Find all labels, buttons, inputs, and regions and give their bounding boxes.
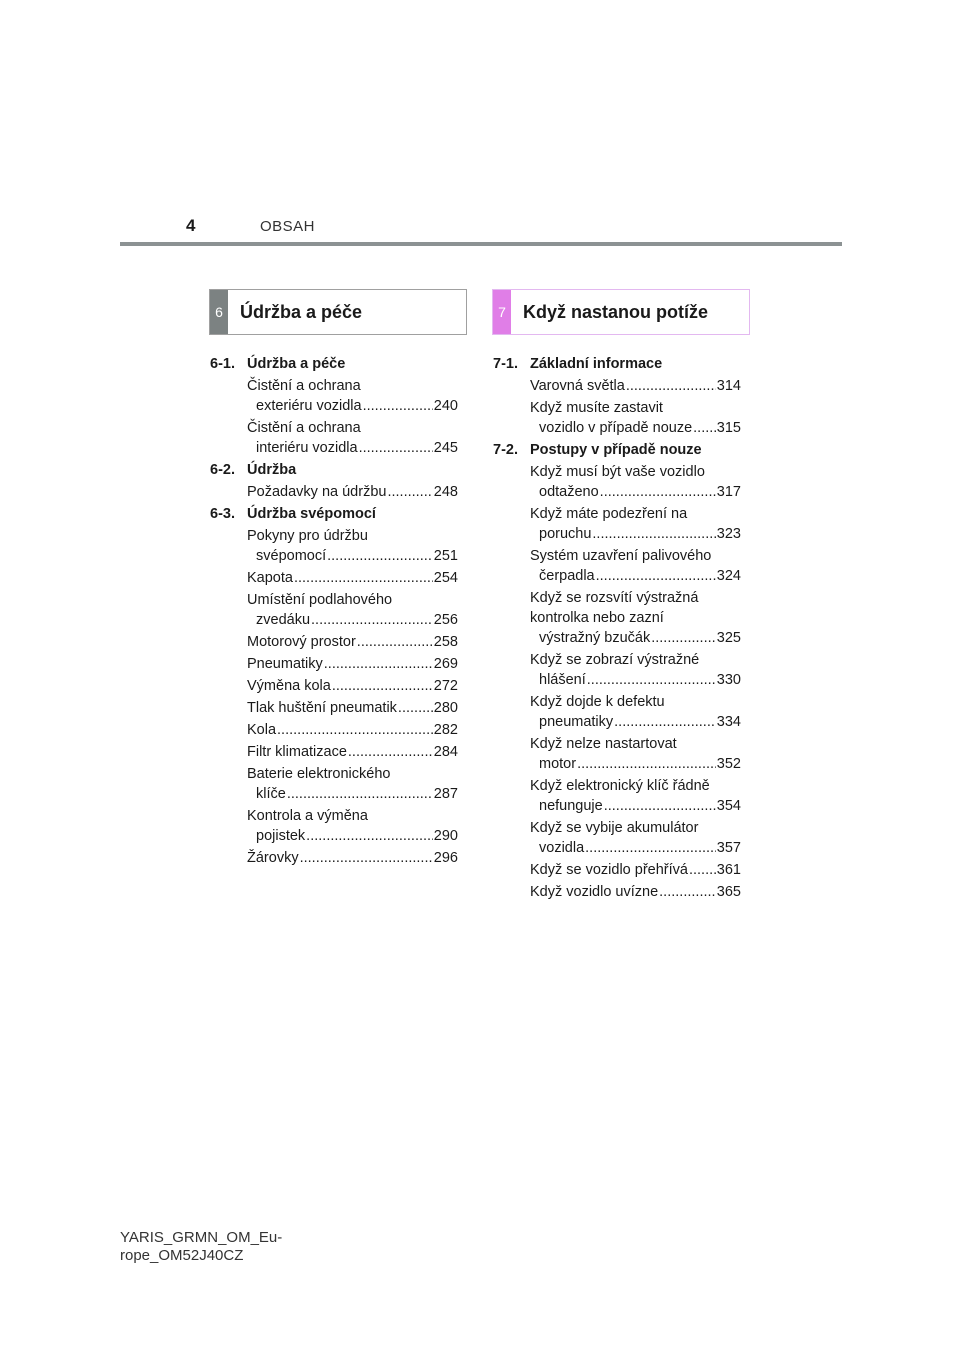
toc-entry-title: Filtr klimatizace [247, 744, 347, 760]
toc-dot-leader [659, 882, 716, 902]
toc-dot-leader [626, 376, 716, 396]
toc-entry-leader-line [247, 482, 458, 502]
toc-subsection-title: Údržba svépomocí [247, 506, 376, 522]
toc-section-6 [210, 352, 458, 870]
toc-entry-title: Baterie elektronického [247, 766, 391, 782]
toc-dot-leader [592, 524, 715, 544]
toc-subsection-heading[interactable] [493, 440, 741, 460]
toc-dot-leader [348, 742, 433, 762]
toc-entry-title-end: čerpadla [539, 568, 595, 584]
toc-entry-leader-line [247, 698, 458, 718]
toc-subsection-title: Základní informace [530, 356, 663, 372]
toc-page-number: 256 [433, 612, 458, 628]
toc-page-number: 296 [433, 850, 458, 866]
toc-entry[interactable] [210, 848, 458, 868]
toc-page-number: 323 [716, 526, 741, 542]
toc-entry-leader-line [247, 610, 458, 630]
toc-entry-title: Žárovky [247, 850, 299, 866]
toc-entry-title: Když máte podezření na [530, 506, 688, 522]
toc-entry-leader-line [247, 568, 458, 588]
toc-subsection-title: Údržba [247, 462, 297, 478]
toc-entry-leader-line [247, 720, 458, 740]
toc-entry-title-end: pojistek [256, 828, 306, 844]
toc-entry-leader-line [247, 546, 458, 566]
toc-entry-title: Kola [247, 722, 277, 738]
toc-entry-leader-line [530, 482, 741, 502]
toc-page-number: 324 [716, 568, 741, 584]
toc-entry-title-end: svépomocí [256, 548, 327, 564]
toc-entry-title-end: odtaženo [539, 484, 599, 500]
toc-entry-leader-line [247, 848, 458, 868]
toc-page-number: 357 [716, 840, 741, 856]
toc-page-number: 280 [433, 700, 458, 716]
toc-entry-title: Když nelze nastartovat [530, 736, 677, 752]
toc-page-number: 251 [433, 548, 458, 564]
toc-entry-leader-line [530, 376, 741, 396]
document-code-line-1: YARIS_GRMN_OM_Eu- [120, 1229, 283, 1246]
toc-entry-title: Systém uzavření palivového [530, 548, 712, 564]
toc-subsection-heading[interactable] [210, 354, 458, 374]
toc-entry[interactable] [493, 376, 741, 396]
toc-entry-title-end: nefunguje [539, 798, 603, 814]
toc-entry-leader-line [530, 838, 741, 858]
toc-entry-title: Čistění a ochrana [247, 378, 361, 394]
toc-entry[interactable] [493, 882, 741, 902]
toc-entry-title-end: výstražný bzučák [539, 630, 651, 646]
toc-entry-leader-line [530, 754, 741, 774]
toc-entry[interactable] [210, 590, 458, 630]
toc-page-number: 330 [716, 672, 741, 688]
toc-entry-title: Když dojde k defektu [530, 694, 665, 710]
toc-entry[interactable] [210, 418, 458, 458]
toc-entry-title: Pneumatiky [247, 656, 323, 672]
toc-dot-leader [585, 838, 716, 858]
toc-page-number: 365 [716, 884, 741, 900]
toc-entry-title: Když se vybije akumulátor [530, 820, 699, 836]
toc-entry[interactable] [210, 720, 458, 740]
toc-entry[interactable] [493, 776, 741, 816]
toc-entry-title: Když musíte zastavit [530, 400, 663, 416]
toc-entry-title-end: hlášení [539, 672, 586, 688]
toc-entry-leader-line [530, 670, 741, 690]
header-title: OBSAH [260, 218, 316, 235]
toc-dot-leader [596, 566, 716, 586]
toc-entry-title: Čistění a ochrana [247, 420, 361, 436]
section-6-header[interactable] [209, 289, 467, 335]
toc-page-number: 334 [716, 714, 741, 730]
toc-entry-title: Požadavky na údržbu [247, 484, 387, 500]
toc-page-number: 361 [716, 862, 741, 878]
toc-page-number: 254 [433, 570, 458, 586]
toc-entry[interactable] [210, 376, 458, 416]
toc-entry-leader-line [530, 418, 741, 438]
toc-dot-leader [359, 438, 433, 458]
toc-entry[interactable] [493, 860, 741, 880]
toc-page-number: 245 [433, 440, 458, 456]
toc-page-number: 287 [433, 786, 458, 802]
toc-entry-title: Varovná světla [530, 378, 625, 394]
toc-entry-leader-line [530, 796, 741, 816]
toc-entry-leader-line [247, 654, 458, 674]
toc-page-number: 317 [716, 484, 741, 500]
section-7-title: Když nastanou potíže [523, 302, 709, 322]
toc-entry[interactable] [493, 650, 741, 690]
toc-entry[interactable] [493, 734, 741, 774]
toc-entry-title: Kapota [247, 570, 293, 586]
toc-entry[interactable] [493, 462, 741, 502]
toc-subsection-number: 7-1. [493, 356, 518, 372]
toc-dot-leader [332, 676, 433, 696]
toc-dot-leader [327, 546, 433, 566]
toc-dot-leader [577, 754, 716, 774]
section-7-tab: 7 [493, 290, 511, 334]
toc-entry-leader-line [530, 860, 741, 880]
document-code [120, 1229, 282, 1265]
toc-entry-leader-line [247, 676, 458, 696]
toc-entry[interactable] [493, 504, 741, 544]
toc-entry[interactable] [493, 398, 741, 438]
toc-subsection-number: 6-3. [210, 506, 235, 522]
toc-entry-title: Když vozidlo uvízne [530, 884, 659, 900]
toc-entry-title: Motorový prostor [247, 634, 356, 650]
toc-subsection-heading[interactable] [210, 460, 458, 480]
toc-entry-title-end: klíče [256, 786, 286, 802]
toc-dot-leader [311, 610, 433, 630]
toc-page-number: 315 [716, 420, 741, 436]
toc-entry-title: Kontrola a výměna [247, 808, 368, 824]
toc-entry-leader-line [530, 712, 741, 732]
toc-page-number: 282 [433, 722, 458, 738]
toc-entry-title-end: motor [539, 756, 577, 772]
toc-entry-title-end: interiéru vozidla [256, 440, 358, 456]
toc-entry[interactable] [493, 818, 741, 858]
toc-entry[interactable] [210, 632, 458, 652]
toc-dot-leader [600, 482, 716, 502]
toc-entry-title-cont: kontrolka nebo zazní [530, 610, 664, 626]
toc-entry-leader-line [530, 524, 741, 544]
toc-entry-leader-line [247, 396, 458, 416]
toc-entry-title-end: vozidlo v případě nouze [539, 420, 693, 436]
toc-entry-title: Umístění podlahového [247, 592, 393, 608]
toc-entry[interactable] [210, 764, 458, 804]
toc-dot-leader [287, 784, 433, 804]
toc-dot-leader [398, 698, 433, 718]
toc-entry[interactable] [210, 568, 458, 588]
toc-page-number: 269 [433, 656, 458, 672]
toc-dot-leader [363, 396, 433, 416]
toc-page-number: 240 [433, 398, 458, 414]
toc-entry[interactable] [210, 526, 458, 566]
toc-page-number: 314 [716, 378, 741, 394]
toc-entry-title-end: pneumatiky [539, 714, 614, 730]
toc-entry[interactable] [210, 742, 458, 762]
toc-page-number: 258 [433, 634, 458, 650]
toc-page-number: 325 [716, 630, 741, 646]
toc-entry-leader-line [247, 632, 458, 652]
toc-entry-leader-line [530, 628, 741, 648]
toc-entry-title-end: poruchu [539, 526, 592, 542]
toc-entry-leader-line [247, 438, 458, 458]
toc-subsection-number: 6-2. [210, 462, 235, 478]
toc-entry-title: Tlak huštění pneumatik [247, 700, 397, 716]
toc-dot-leader [300, 848, 433, 868]
toc-page-number: 272 [433, 678, 458, 694]
toc-entry[interactable] [210, 698, 458, 718]
toc-entry[interactable] [210, 676, 458, 696]
toc-entry-title-end: exteriéru vozidla [256, 398, 362, 414]
toc-entry-title: Když se vozidlo přehřívá [530, 862, 688, 878]
toc-entry-title: Výměna kola [247, 678, 331, 694]
toc-dot-leader [689, 860, 716, 880]
document-code-line-2: rope_OM52J40CZ [120, 1247, 244, 1264]
toc-dot-leader [614, 712, 716, 732]
toc-entry-leader-line [247, 784, 458, 804]
toc-section-7 [493, 352, 741, 904]
toc-subsection-title: Údržba a péče [247, 356, 346, 372]
toc-entry-title: Když musí být vaše vozidlo [530, 464, 705, 480]
section-6-tab: 6 [210, 290, 228, 334]
toc-page-number: 248 [433, 484, 458, 500]
toc-dot-leader [294, 568, 433, 588]
toc-entry[interactable] [493, 546, 741, 586]
toc-entry-leader-line [530, 882, 741, 902]
toc-entry-title: Když se zobrazí výstražné [530, 652, 700, 668]
toc-page-number: 354 [716, 798, 741, 814]
toc-entry[interactable] [210, 482, 458, 502]
header-rule [120, 242, 842, 246]
toc-subsection-number: 7-2. [493, 442, 518, 458]
toc-entry-title-end: zvedáku [256, 612, 311, 628]
toc-page-number: 284 [433, 744, 458, 760]
toc-dot-leader [604, 796, 716, 816]
toc-dot-leader [651, 628, 716, 648]
section-7-header[interactable] [492, 289, 750, 335]
toc-entry-title: Když elektronický klíč řádně [530, 778, 710, 794]
toc-entry-leader-line [247, 826, 458, 846]
toc-entry[interactable] [493, 692, 741, 732]
toc-dot-leader [324, 654, 433, 674]
toc-entry-title: Pokyny pro údržbu [247, 528, 368, 544]
toc-subsection-heading[interactable] [493, 354, 741, 374]
toc-entry-leader-line [530, 566, 741, 586]
toc-subsection-number: 6-1. [210, 356, 235, 372]
toc-dot-leader [306, 826, 433, 846]
page-number: 4 [186, 216, 196, 235]
toc-subsection-title: Postupy v případě nouze [530, 442, 702, 458]
toc-page-number: 290 [433, 828, 458, 844]
toc-dot-leader [387, 482, 432, 502]
toc-dot-leader [277, 720, 433, 740]
toc-entry[interactable] [210, 654, 458, 674]
toc-entry-leader-line [247, 742, 458, 762]
toc-page-number: 352 [716, 756, 741, 772]
section-6-title: Údržba a péče [240, 302, 363, 322]
toc-subsection-heading[interactable] [210, 504, 458, 524]
toc-entry-title-end: vozidla [539, 840, 585, 856]
toc-dot-leader [587, 670, 716, 690]
toc-dot-leader [357, 632, 433, 652]
toc-entry[interactable] [493, 588, 741, 648]
toc-entry[interactable] [210, 806, 458, 846]
toc-dot-leader [693, 418, 716, 438]
toc-entry-title: Když se rozsvítí výstražná [530, 590, 699, 606]
